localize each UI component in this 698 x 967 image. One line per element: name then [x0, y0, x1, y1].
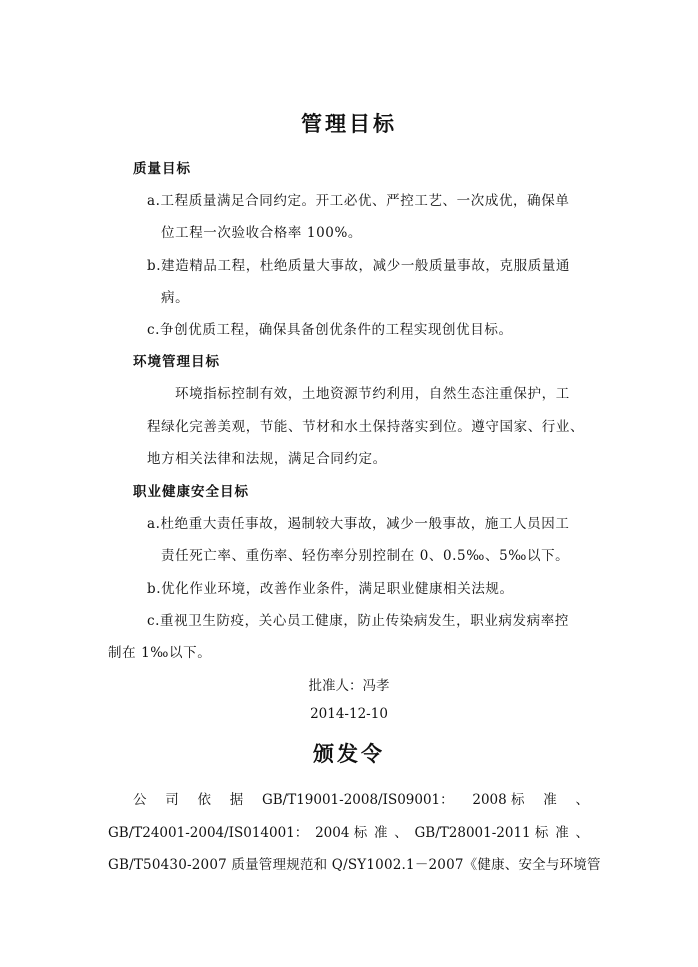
issuance-line-2-word: 2004 标 [315, 825, 368, 841]
safety-item-a-line2: 责任死亡率、重伤率、轻伤率分别控制在 0、0.5‰、5‰以下。 [161, 548, 570, 564]
issuance-line-2 [108, 821, 589, 841]
issuance-line-2-word: 、 [575, 825, 589, 841]
issuance-line-2-word: GB/T24001-2004/IS014001： [108, 825, 309, 841]
management-goals-title: 管理目标 [301, 112, 397, 136]
safety-goals-heading: 职业健康安全目标 [133, 484, 249, 500]
environment-para-line3: 地方相关法律和法规，满足合同约定。 [147, 451, 387, 467]
environment-para-line1: 环境指标控制有效，土地资源节约利用，自然生态注重保护，工 [175, 386, 570, 402]
approval-date: 2014-12-10 [310, 706, 388, 722]
issuance-line-2-word: GB/T28001-2011 标 [414, 825, 549, 841]
safety-item-c-line1: c.重视卫生防疫，关心员工健康，防止传染病发生，职业病发病率控 [147, 613, 569, 629]
issuance-line-3: GB/T50430-2007 质量管理规范和 Q/SY1002.1－2007《健康、安全与环境管 [108, 857, 601, 873]
issuance-line-1-word: 准 [543, 792, 557, 808]
quality-goals-heading: 质量目标 [133, 161, 191, 177]
issuance-line-1-word: 公 [133, 792, 147, 808]
issuance-line-2-word: 、 [394, 825, 408, 841]
issuance-line-2-word: 准 [373, 825, 388, 841]
issuance-line-1-word: 依 [197, 792, 211, 808]
environment-para-line2: 程绿化完善美观，节能、节材和水土保持落实到位。遵守国家、行业、 [147, 419, 585, 435]
quality-item-a-line1: a.工程质量满足合同约定。开工必优、严控工艺、一次成优，确保单 [147, 193, 570, 209]
issuance-line-1-word: 据 [229, 792, 244, 808]
safety-item-c-line2: 制在 1‰以下。 [108, 645, 212, 661]
environment-goals-heading: 环境管理目标 [133, 354, 220, 370]
safety-item-a-line1: a.杜绝重大责任事故，遏制较大事故，减少一般事故，施工人员因工 [147, 516, 570, 532]
issuance-line-2-word: 准 [555, 825, 569, 841]
approver-line: 批准人：冯孝 [308, 678, 390, 694]
quality-item-a-line2: 位工程一次验收合格率 100%。 [161, 225, 362, 241]
safety-item-b-line1: b.优化作业环境，改善作业条件，满足职业健康相关法规。 [147, 581, 514, 597]
issuance-line-1-word: 、 [575, 792, 589, 808]
issuance-line-1-word: GB/T19001-2008/IS09001： [261, 792, 454, 808]
quality-item-c-line1: c.争创优质工程，确保具备创优条件的工程实现创优目标。 [147, 322, 513, 338]
issuance-order-title: 颁发令 [313, 742, 385, 766]
issuance-line-1-word: 2008 标 [472, 792, 525, 808]
quality-item-b-line1: b.建造精品工程，杜绝质量大事故，减少一般质量事故，克服质量通 [147, 258, 571, 274]
issuance-line-1-word: 司 [165, 792, 179, 808]
quality-item-b-line2: 病。 [161, 290, 190, 306]
issuance-line-1 [133, 788, 589, 808]
